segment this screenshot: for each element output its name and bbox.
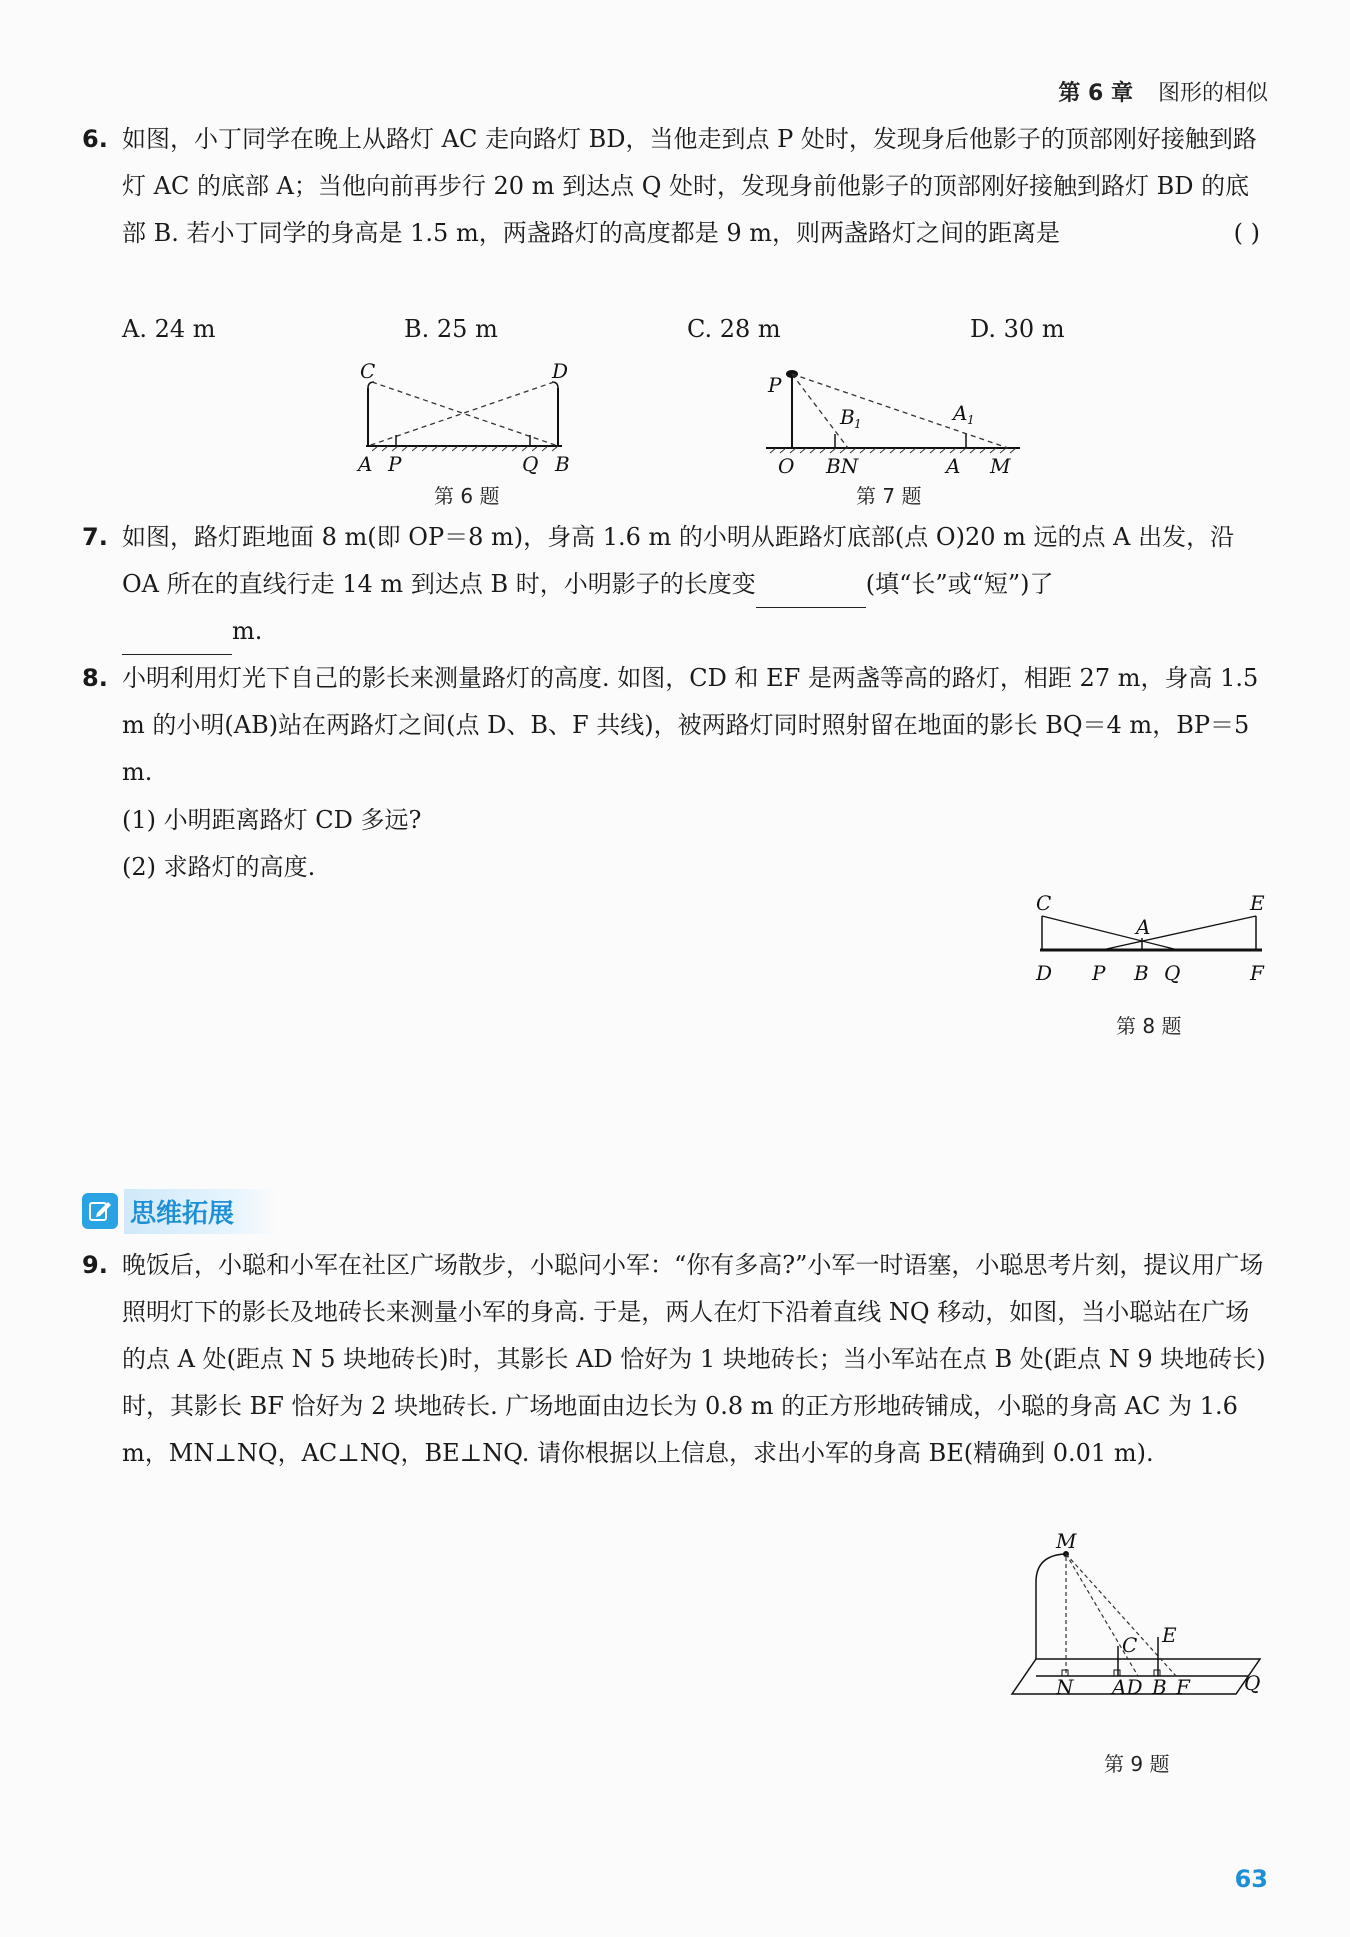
- answer-parentheses: ( ): [1233, 219, 1260, 247]
- figure-6: [352, 358, 582, 478]
- label-b: B: [1152, 1675, 1167, 1699]
- label-a1: A: [953, 401, 968, 425]
- question-9: [82, 1242, 1268, 1477]
- label-q: Q: [1244, 1671, 1261, 1695]
- question-number: 9.: [82, 1251, 108, 1279]
- figure-7: [758, 362, 1028, 480]
- question-8-part-2: (2) 求路灯的高度.: [122, 853, 316, 881]
- question-7: [82, 514, 1268, 655]
- question-text: 晚饭后，小聪和小军在社区广场散步，小聪问小军：“你有多高?”小军一时语塞，小聪思考片刻，提议用广场照明灯下的影长及地砖长来测量小军的身高. 于是，两人在灯下沿着直线 NQ 移动，如图，当小聪站在广场的点 A 处(距点 N 5 块地砖长)时，其影长 AD 恰好为 1 块地砖长；当小军站在点 B 处(距点 N 9 块地砖长)时，其影长 BF 恰好为 2 块地砖长. 广场地面由边长为 0.8 m 的正方形地砖铺成，小聪的身高 AC 为 1.6 m，MN⊥NQ，AC⊥NQ，BE⊥NQ. 请你根据以上信息，求出小军的身高 BE(精确到 0.01 m).: [122, 1251, 1266, 1467]
- label-a1-subscript: 1: [967, 413, 975, 427]
- question-text-3: m.: [232, 617, 263, 645]
- label-b1: B: [840, 405, 855, 429]
- label-d: D: [1036, 961, 1053, 985]
- label-m: M: [990, 454, 1011, 478]
- label-c: C: [1122, 1633, 1138, 1657]
- label-c: C: [360, 359, 376, 383]
- question-8-part-1: (1) 小明距离路灯 CD 多远?: [122, 806, 422, 834]
- label-b1-subscript: 1: [854, 417, 862, 431]
- question-number: 7.: [82, 523, 108, 551]
- question-text: 如图，小丁同学在晚上从路灯 AC 走向路灯 BD，当他走到点 P 处时，发现身后他影子的顶部刚好接触到路灯 AC 的底部 A；当他向前再步行 20 m 到达点 Q 处时，发现身前他影子的顶部刚好接触到路灯 BD 的底部 B. 若小丁同学的身高是 1.5 m，两盏路灯的高度都是 9 m，则两盏路灯之间的距离是: [122, 125, 1257, 247]
- chapter-label: 第 6 章: [1058, 81, 1133, 106]
- answer-blank-2[interactable]: [122, 626, 232, 655]
- question-number: 6.: [82, 125, 108, 153]
- label-f: F: [1176, 1675, 1190, 1699]
- label-bn: BN: [826, 454, 859, 478]
- answer-blank-1[interactable]: [756, 579, 866, 608]
- label-p: P: [1092, 961, 1106, 985]
- question-text-2: (填“长”或“短”)了: [865, 570, 1054, 598]
- label-q: Q: [1164, 961, 1181, 985]
- label-a: A: [946, 454, 961, 478]
- figure-6-caption: 第 6 题: [434, 484, 500, 508]
- label-p: P: [388, 452, 402, 476]
- option-c: C. 28 m: [687, 315, 781, 343]
- option-b: B. 25 m: [404, 315, 498, 343]
- label-e: E: [1250, 891, 1265, 915]
- figure-9: [1000, 1524, 1270, 1744]
- figure-8: [1030, 890, 1270, 990]
- page-header: [1058, 76, 1268, 107]
- label-ad: AD: [1112, 1675, 1143, 1699]
- label-d: D: [552, 359, 569, 383]
- label-b: B: [555, 452, 570, 476]
- label-q: Q: [522, 452, 539, 476]
- question-number: 8.: [82, 664, 108, 692]
- figure-9-caption: 第 9 题: [1104, 1752, 1170, 1776]
- chapter-title: 图形的相似: [1157, 81, 1268, 106]
- label-c: C: [1036, 891, 1052, 915]
- option-a: A. 24 m: [122, 315, 216, 343]
- question-text: 小明利用灯光下自己的影长来测量路灯的高度. 如图，CD 和 EF 是两盏等高的路灯，相距 27 m，身高 1.5 m 的小明(AB)站在两路灯之间(点 D、B、F 共线)，被两路灯同时照射留在地面的影长 BQ＝4 m，BP＝5 m.: [122, 664, 1259, 786]
- option-d: D. 30 m: [970, 315, 1065, 343]
- figure-8-caption: 第 8 题: [1116, 1014, 1182, 1038]
- question-text: 如图，路灯距地面 8 m(即 OP＝8 m)，身高 1.6 m 的小明从距路灯底部(点 O)20 m 远的点 A 出发，沿 OA 所在的直线行走 14 m 到达点 B 时，小明影子的长度变: [122, 523, 1235, 598]
- label-o: O: [778, 454, 795, 478]
- label-f: F: [1250, 961, 1264, 985]
- label-e: E: [1162, 1623, 1177, 1647]
- label-m: M: [1056, 1529, 1077, 1553]
- figure-7-caption: 第 7 题: [856, 484, 922, 508]
- question-8: [82, 655, 1268, 796]
- page-number: 63: [1234, 1865, 1268, 1893]
- question-6: [82, 116, 1268, 257]
- label-b: B: [1134, 961, 1149, 985]
- label-a: A: [1136, 915, 1151, 939]
- section-header: [82, 1190, 278, 1232]
- label-a: A: [358, 452, 373, 476]
- label-n: N: [1056, 1675, 1074, 1699]
- section-title: 思维拓展: [124, 1189, 278, 1234]
- pencil-note-icon: [82, 1193, 118, 1229]
- label-p: P: [768, 373, 782, 397]
